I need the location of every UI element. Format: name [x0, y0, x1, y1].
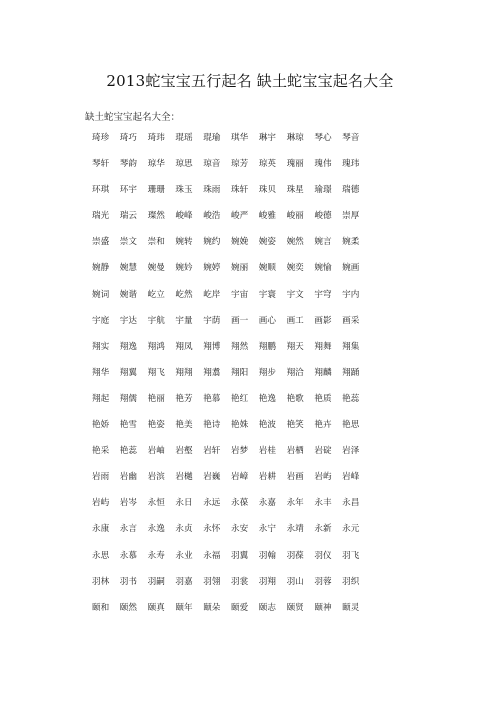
name-cell: 颐朵	[203, 602, 221, 613]
name-cell: 羽翰	[258, 550, 276, 561]
name-cell: 永福	[203, 550, 221, 561]
name-cell: 艳雪	[119, 420, 137, 431]
name-cell: 峻浩	[203, 211, 221, 222]
name-cell: 琼音	[203, 159, 221, 170]
name-cell: 永新	[314, 524, 332, 535]
name-cell: 婉转	[175, 237, 193, 248]
name-cell: 珊珊	[147, 185, 165, 196]
name-cell: 环琪	[92, 185, 110, 196]
name-row	[92, 158, 370, 184]
name-cell: 岩轩	[203, 446, 221, 457]
name-cell: 羽飞	[342, 550, 360, 561]
name-cell: 翔翥	[203, 367, 221, 378]
name-cell: 颐灵	[342, 602, 360, 613]
name-row	[92, 210, 370, 236]
name-cell: 羽葆	[286, 550, 304, 561]
name-row	[92, 184, 370, 210]
name-cell: 岩桂	[258, 446, 276, 457]
name-cell: 翔集	[342, 341, 360, 352]
name-cell: 岩碇	[314, 446, 332, 457]
name-cell: 翔鹏	[258, 341, 276, 352]
name-row	[92, 419, 370, 445]
name-cell: 岩嶂	[230, 472, 249, 483]
name-cell: 翔华	[92, 367, 110, 378]
name-row	[92, 497, 370, 523]
name-row	[92, 367, 370, 393]
name-cell: 琨瑶	[175, 133, 193, 143]
name-cell: 艳蕊	[119, 446, 137, 457]
name-cell: 永远	[203, 498, 221, 509]
name-cell: 颐神	[314, 602, 332, 613]
name-cell: 画心	[258, 315, 276, 326]
name-cell: 永恒	[147, 498, 165, 509]
name-cell: 琳宇	[258, 133, 276, 143]
name-cell: 婉谐	[119, 289, 137, 300]
name-cell: 艳思	[342, 420, 360, 431]
name-cell: 颐爱	[230, 602, 249, 613]
name-cell: 翔起	[92, 393, 110, 404]
name-cell: 瑞云	[119, 211, 137, 222]
name-cell: 永逸	[147, 524, 165, 535]
name-cell: 永思	[92, 550, 110, 561]
name-cell: 羽翎	[203, 576, 221, 587]
name-cell: 岩滨	[147, 472, 165, 483]
name-cell: 崇盛	[92, 237, 110, 248]
name-cell: 永业	[175, 550, 193, 561]
name-cell: 婉柔	[342, 237, 360, 248]
name-cell: 岩壑	[175, 446, 193, 457]
name-cell: 羽织	[342, 576, 360, 587]
name-cell: 宇宙	[230, 289, 249, 300]
name-cell: 永言	[119, 524, 137, 535]
name-cell: 岩屿	[92, 498, 110, 509]
name-cell: 瑜璟	[314, 185, 332, 196]
name-cell: 永寿	[147, 550, 165, 561]
name-cell: 艳逸	[258, 393, 276, 404]
name-cell: 岩屿	[314, 472, 332, 483]
name-cell: 羽翔	[258, 576, 276, 587]
name-cell: 瑰玮	[342, 159, 360, 170]
name-cell: 艳慕	[203, 393, 221, 404]
name-row	[92, 602, 370, 628]
name-cell: 艳红	[230, 393, 249, 404]
name-cell: 颐真	[147, 602, 165, 613]
name-cell: 婉画	[342, 263, 360, 274]
name-cell: 琳琼	[286, 133, 304, 143]
name-cell: 屹立	[147, 289, 165, 300]
name-cell: 翔踊	[342, 367, 360, 378]
name-cell: 瑞光	[92, 211, 110, 222]
name-cell: 永昌	[342, 498, 360, 509]
name-cell: 婉愉	[314, 263, 332, 274]
name-cell: 羽嘉	[175, 576, 193, 587]
name-cell: 琴韵	[119, 159, 137, 170]
name-cell: 岩樾	[175, 472, 193, 483]
name-row	[92, 445, 370, 471]
name-cell: 翔阳	[230, 367, 249, 378]
name-cell: 婉静	[92, 263, 110, 274]
name-cell: 婉奕	[286, 263, 304, 274]
name-cell: 珠星	[286, 185, 304, 196]
name-cell: 琴心	[314, 133, 332, 143]
name-cell: 永贞	[175, 524, 193, 535]
name-cell: 琼思	[175, 159, 193, 170]
name-cell: 永丰	[314, 498, 332, 509]
name-cell: 崇文	[119, 237, 137, 248]
name-cell: 永慕	[119, 550, 137, 561]
name-cell: 羽书	[119, 576, 137, 587]
document-title: 2013蛇宝宝五行起名 缺土蛇宝宝起名大全	[106, 72, 394, 90]
name-cell: 婉妗	[175, 263, 193, 274]
name-cell: 琼华	[147, 159, 165, 170]
name-cell: 婉曼	[147, 263, 165, 274]
name-cell: 岩泽	[342, 446, 360, 457]
name-cell: 岩岑	[119, 498, 137, 509]
name-cell: 岩耕	[258, 472, 276, 483]
name-cell: 画工	[286, 315, 304, 326]
name-cell: 婉姿	[258, 237, 276, 248]
name-cell: 翔天	[286, 341, 304, 352]
name-cell: 颐和	[92, 602, 110, 613]
name-cell: 婉言	[314, 237, 332, 248]
name-cell: 艳质	[314, 393, 332, 404]
name-cell: 宇内	[342, 289, 360, 300]
name-cell: 岩栖	[286, 446, 304, 457]
name-cell: 颐年	[175, 602, 193, 613]
name-cell: 峻峰	[175, 211, 193, 222]
name-cell: 翔逸	[119, 341, 137, 352]
name-cell: 颐贤	[286, 602, 304, 613]
name-cell: 翔鸿	[147, 341, 165, 352]
name-cell: 婉丽	[230, 263, 249, 274]
name-cell: 永安	[230, 524, 249, 535]
name-row	[92, 289, 370, 315]
name-cell: 羽翼	[230, 550, 249, 561]
name-cell: 颐志	[258, 602, 276, 613]
name-cell: 翔实	[92, 341, 110, 352]
name-cell: 羽仪	[314, 550, 332, 561]
name-cell: 宇达	[119, 315, 137, 326]
name-cell: 峻严	[230, 211, 249, 222]
name-cell: 琼英	[258, 159, 276, 170]
name-cell: 屹岸	[203, 289, 221, 300]
name-cell: 珠轩	[230, 185, 249, 196]
name-cell: 画影	[314, 315, 332, 326]
name-cell: 永年	[286, 498, 304, 509]
name-cell: 宇文	[286, 289, 304, 300]
name-cell: 岩巍	[203, 472, 221, 483]
name-cell: 琪华	[230, 133, 249, 143]
name-cell: 艳笑	[286, 420, 304, 431]
name-cell: 艳芳	[175, 393, 193, 404]
name-cell: 翔飞	[147, 367, 165, 378]
name-cell: 永靖	[286, 524, 304, 535]
name-cell: 璨然	[147, 211, 165, 222]
name-row	[92, 315, 370, 341]
name-row	[92, 262, 370, 288]
name-cell: 艳采	[92, 446, 110, 457]
name-cell: 宇穹	[314, 289, 332, 300]
name-cell: 瑰伟	[314, 159, 332, 170]
name-cell: 宇庭	[92, 315, 110, 326]
name-cell: 艳波	[258, 420, 276, 431]
name-cell: 宇寰	[258, 289, 276, 300]
name-cell: 翔麟	[314, 367, 332, 378]
name-cell: 画一	[230, 315, 249, 326]
name-cell: 岩梦	[230, 446, 249, 457]
name-cell: 瑰丽	[286, 159, 304, 170]
name-cell: 翔舞	[314, 341, 332, 352]
name-cell: 瑞德	[342, 185, 360, 196]
name-cell: 艳丽	[147, 393, 165, 404]
name-row	[92, 341, 370, 367]
name-row	[92, 523, 370, 549]
name-cell: 艳美	[175, 420, 193, 431]
section-subtitle: 缺土蛇宝宝起名大全：	[85, 112, 181, 123]
name-cell: 珠雨	[203, 185, 221, 196]
name-cell: 永康	[92, 524, 110, 535]
name-cell: 翔儒	[119, 393, 137, 404]
name-cell: 峻丽	[286, 211, 304, 222]
name-cell: 艳歌	[286, 393, 304, 404]
name-cell: 岩峰	[342, 472, 360, 483]
name-cell: 永葆	[230, 498, 249, 509]
name-cell: 岩岫	[147, 446, 165, 457]
name-cell: 永元	[342, 524, 360, 535]
name-row	[92, 132, 370, 158]
name-cell: 翔博	[203, 341, 221, 352]
name-cell: 琦巧	[119, 133, 137, 143]
name-row	[92, 576, 370, 602]
name-grid	[92, 132, 370, 628]
name-cell: 艳姿	[147, 420, 165, 431]
name-cell: 珠贝	[258, 185, 276, 196]
name-cell: 艳卉	[314, 420, 332, 431]
name-cell: 翔凤	[175, 341, 193, 352]
name-cell: 婉约	[203, 237, 221, 248]
name-cell: 羽林	[92, 576, 110, 587]
name-cell: 岩雨	[92, 472, 110, 483]
name-cell: 艳蕊	[342, 393, 360, 404]
name-cell: 宇航	[147, 315, 165, 326]
name-cell: 岩画	[286, 472, 304, 483]
name-cell: 婉婷	[203, 263, 221, 274]
name-cell: 翔翼	[119, 367, 137, 378]
name-cell: 婉词	[92, 289, 110, 300]
name-cell: 崇厚	[342, 211, 360, 222]
name-cell: 婉顺	[258, 263, 276, 274]
name-cell: 艳诗	[203, 420, 221, 431]
name-cell: 琨瑜	[203, 133, 221, 143]
name-cell: 琴轩	[92, 159, 110, 170]
name-cell: 婉娩	[230, 237, 249, 248]
name-cell: 永日	[175, 498, 193, 509]
name-cell: 艳姝	[230, 420, 249, 431]
name-cell: 羽山	[286, 576, 304, 587]
name-cell: 翔翔	[175, 367, 193, 378]
name-cell: 画采	[342, 315, 360, 326]
name-cell: 永嘉	[258, 498, 276, 509]
name-cell: 琼芳	[230, 159, 249, 170]
name-cell: 颐然	[119, 602, 137, 613]
name-cell: 琦玮	[147, 133, 165, 143]
name-cell: 峻德	[314, 211, 332, 222]
name-cell: 婉然	[286, 237, 304, 248]
name-cell: 永宁	[258, 524, 276, 535]
name-cell: 宇量	[175, 315, 193, 326]
name-row	[92, 471, 370, 497]
name-row	[92, 550, 370, 576]
name-cell: 环宇	[119, 185, 137, 196]
name-row	[92, 393, 370, 419]
name-cell: 翔洽	[286, 367, 304, 378]
name-cell: 崇和	[147, 237, 165, 248]
name-cell: 珠玉	[175, 185, 193, 196]
name-cell: 永怀	[203, 524, 221, 535]
name-cell: 翔然	[230, 341, 249, 352]
name-cell: 羽嗣	[147, 576, 165, 587]
name-cell: 羽蓉	[314, 576, 332, 587]
name-cell: 羽裳	[230, 576, 249, 587]
name-cell: 翔步	[258, 367, 276, 378]
name-cell: 峻雅	[258, 211, 276, 222]
name-row	[92, 236, 370, 262]
name-cell: 琴音	[342, 133, 360, 143]
name-cell: 岩幽	[119, 472, 137, 483]
name-cell: 婉慧	[119, 263, 137, 274]
name-cell: 艳娇	[92, 420, 110, 431]
name-cell: 屹然	[175, 289, 193, 300]
name-cell: 宇荫	[203, 315, 221, 326]
name-cell: 琦珍	[92, 133, 110, 143]
